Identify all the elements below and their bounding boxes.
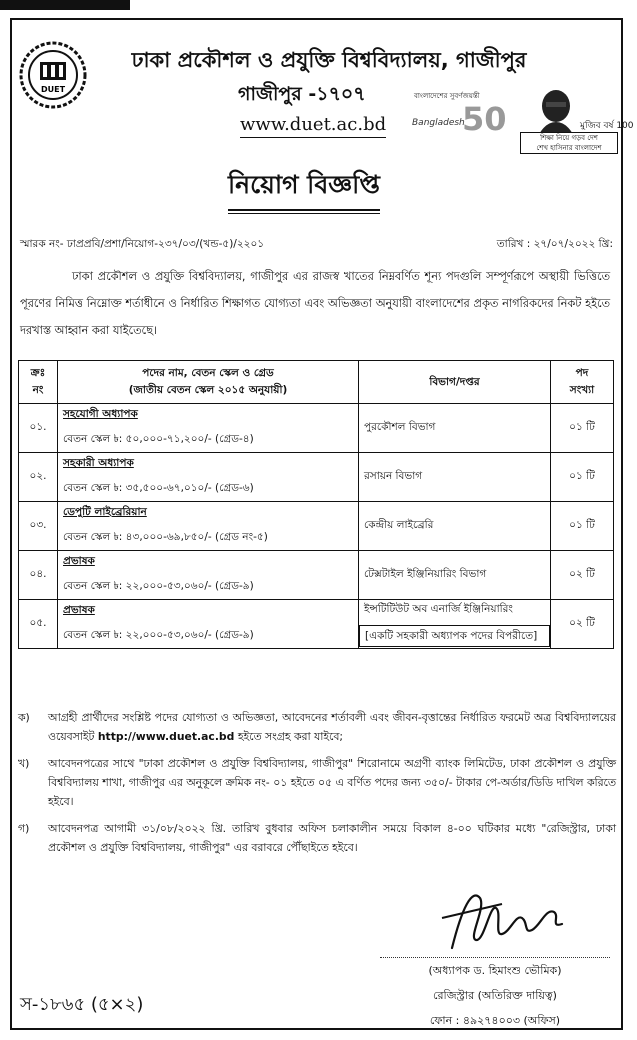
row-post — [58, 551, 359, 600]
department-header: বিভাগ/দপ্তর — [359, 361, 551, 404]
row-post — [58, 502, 359, 551]
post-title: সহকারী অধ্যাপক — [63, 457, 134, 469]
slogan-box — [520, 132, 618, 154]
post-title: প্রভাষক — [63, 604, 95, 616]
memo-number: স্মারক নং- ঢাপ্রপ্রবি/প্রশা/নিয়োগ-২৩৭/০৩/(খন্ড-৫)/২২০১ — [20, 238, 265, 250]
row-department: পুরকৌশল বিভাগ — [359, 404, 551, 453]
post-scale: বেতন স্কেল ৳: ৩৫,৫০০-৬৭,০১০/- (গ্রেড-৬) — [63, 482, 254, 494]
cropped-header-strip — [0, 0, 637, 14]
condition-item — [18, 708, 616, 746]
intro-paragraph: ঢাকা প্রকৌশল ও প্রযুক্তি বিশ্ববিদ্যালয়, গাজীপুর এর রাজস্ব খাতের নিম্নবর্ণিত শূন্য পদগুলি সম্পূর্ণরূপে অস্থায়ী ভিত্তিতে পূরণের নিমিত্ত নিম্নোক্ত শর্তাধীনে ও নির্ধারিত শিক্ষাগত যোগ্যতা এবং অভিজ্ঞতা অনুযায়ী বাংলাদেশের প্রকৃত নাগরিকদের নিকট হইতে দরখাস্ত আহ্বান করা যাইতেছে। — [20, 270, 610, 337]
table-header-row — [19, 361, 614, 404]
post-scale: বেতন স্কেল ৳: ২২,০০০-৫৩,০৬০/- (গ্রেড-৯) — [63, 580, 254, 592]
signature-icon — [432, 878, 572, 958]
ad-code: স-১৮৬৫ (৫×২) — [20, 994, 144, 1015]
post-scale: বেতন স্কেল ৳: ৪৩,০০০-৬৯,৮৫০/- (গ্রেড নং-৫) — [63, 531, 268, 543]
condition-label: ক) — [18, 711, 30, 724]
row-post — [58, 453, 359, 502]
signatory-name: (অধ্যাপক ড. হিমাংশু ভৌমিক) — [380, 957, 610, 983]
count-header: পদ সংখ্যা — [551, 361, 614, 404]
row-count: ০১ টি — [551, 502, 614, 551]
jubilee-country: Bangladesh — [412, 118, 465, 128]
condition-item — [18, 754, 616, 811]
vacancy-table — [18, 360, 614, 649]
jubilee-number: 50 — [462, 100, 507, 138]
portrait-caption: মুজিব বর্ষ 100 — [580, 121, 634, 131]
table-row — [19, 404, 614, 453]
row-serial: ০৫. — [19, 600, 58, 649]
condition-item — [18, 819, 616, 857]
notice-title: নিয়োগ বিজ্ঞপ্তি — [228, 165, 380, 211]
condition-text: আবেদনপত্র আগামী ৩১/০৮/২০২২ খ্রি. তারিখ বুধবার অফিস চলাকালীন সময়ে বিকাল ৪-০০ ঘটিকার মধ্যে "রেজিস্ট্রার, ঢাকা প্রকৌশল ও প্রযুক্তি বিশ্ববিদ্যালয়, গাজীপুর" এর বরাবরে পৌঁছাইতে হইবে। — [48, 822, 616, 854]
table-row — [19, 453, 614, 502]
duet-logo-icon — [18, 40, 88, 110]
department-name: ইন্সটিটিউট অব এনার্জি ইঞ্জিনিয়ারিং — [364, 603, 513, 615]
table-row — [19, 551, 614, 600]
serial-header: ক্রঃ নং — [19, 361, 58, 404]
post-scale: বেতন স্কেল ৳: ৫০,০০০-৭১,২০০/- (গ্রেড-৪) — [63, 433, 254, 445]
row-serial: ০২. — [19, 453, 58, 502]
table-row — [19, 600, 614, 649]
notice-page — [10, 18, 634, 1030]
signatory-phone: ফোন : ৪৯২৭৪০০৩ (অফিস) — [429, 1014, 561, 1027]
department-note: [একটি সহকারী অধ্যাপক পদের বিপরীতে] — [359, 625, 550, 647]
condition-text: আগ্রহী প্রার্থীদের সংশ্লিষ্ট পদের যোগ্যতা ও অভিজ্ঞতা, আবেদনের শর্তাবলী এবং জীবন-বৃত্তান্তের নির্ধারিত ফরমেট অত্র বিশ্ববিদ্যালয়ের ওয়েবসাইট http://www.duet.ac.bd হইতে সংগ্রহ করা যাইবে; — [48, 711, 616, 743]
row-serial: ০১. — [19, 404, 58, 453]
table-row — [19, 502, 614, 551]
website-link[interactable]: http://www.duet.ac.bd — [97, 730, 235, 743]
post-header: পদের নাম, বেতন স্কেল ও গ্রেড (জাতীয় বেতন স্কেল ২০১৫ অনুযায়ী) — [58, 361, 359, 404]
row-count: ০১ টি — [551, 453, 614, 502]
university-website[interactable]: www.duet.ac.bd — [240, 114, 386, 138]
signatory-designation: রেজিস্ট্রার (অতিরিক্ত দায়িত্ব) — [433, 989, 557, 1002]
post-scale: বেতন স্কেল ৳: ২২,০০০-৫৩,০৬০/- (গ্রেড-৯) — [63, 629, 254, 641]
row-post — [58, 600, 359, 649]
conditions-list — [18, 708, 616, 865]
slogan-line-2: শেখ হাসিনার বাংলাদেশ — [536, 144, 602, 152]
post-title: ডেপুটি লাইব্রেরিয়ান — [63, 506, 147, 518]
row-serial: ০৩. — [19, 502, 58, 551]
post-title: প্রভাষক — [63, 555, 95, 567]
post-title: সহযোগী অধ্যাপক — [63, 408, 138, 420]
notice-date: তারিখ : ২৭/০৭/২০২২ খ্রি: — [496, 238, 613, 250]
condition-text: আবেদনপত্রের সাথে "ঢাকা প্রকৌশল ও প্রযুক্তি বিশ্ববিদ্যালয়, গাজীপুর" শিরোনামে অগ্রণী ব্যাংক লিমিটেড, ঢাকা প্রকৌশল ও প্রযুক্তি বিশ্ববিদ্যালয় শাখা, গাজীপুর এর অনুকূলে ক্রমিক নং- ০১ হইতে ০৫ এ বর্ণিত পদের জন্য ৩৫০/- টাকার পে-অর্ডার/ডিডি দাখিল করিতে হইবে। — [48, 757, 616, 808]
university-name: ঢাকা প্রকৌশল ও প্রযুক্তি বিশ্ববিদ্যালয়, গাজীপুর — [131, 48, 527, 72]
signatory-block — [380, 957, 610, 1033]
row-count: ০২ টি — [551, 551, 614, 600]
logo-text: DUET — [40, 85, 66, 94]
row-department: টেক্সটাইল ইঞ্জিনিয়ারিং বিভাগ — [359, 551, 551, 600]
row-department: কেন্দ্রীয় লাইব্রেরি — [359, 502, 551, 551]
condition-label: গ) — [18, 822, 30, 835]
row-post — [58, 404, 359, 453]
golden-jubilee-logo — [412, 90, 507, 146]
slogan-line-1: শিক্ষা নিয়ে গড়ব দেশ — [540, 134, 598, 142]
university-city: গাজীপুর -১৭০৭ — [238, 83, 366, 105]
row-count: ০১ টি — [551, 404, 614, 453]
jubilee-text: বাংলাদেশের সুবর্ণজয়ন্তী — [414, 92, 480, 100]
row-department — [359, 600, 551, 649]
condition-label: খ) — [18, 757, 30, 770]
row-count: ০২ টি — [551, 600, 614, 649]
row-serial: ০৪. — [19, 551, 58, 600]
row-department: রসায়ন বিভাগ — [359, 453, 551, 502]
